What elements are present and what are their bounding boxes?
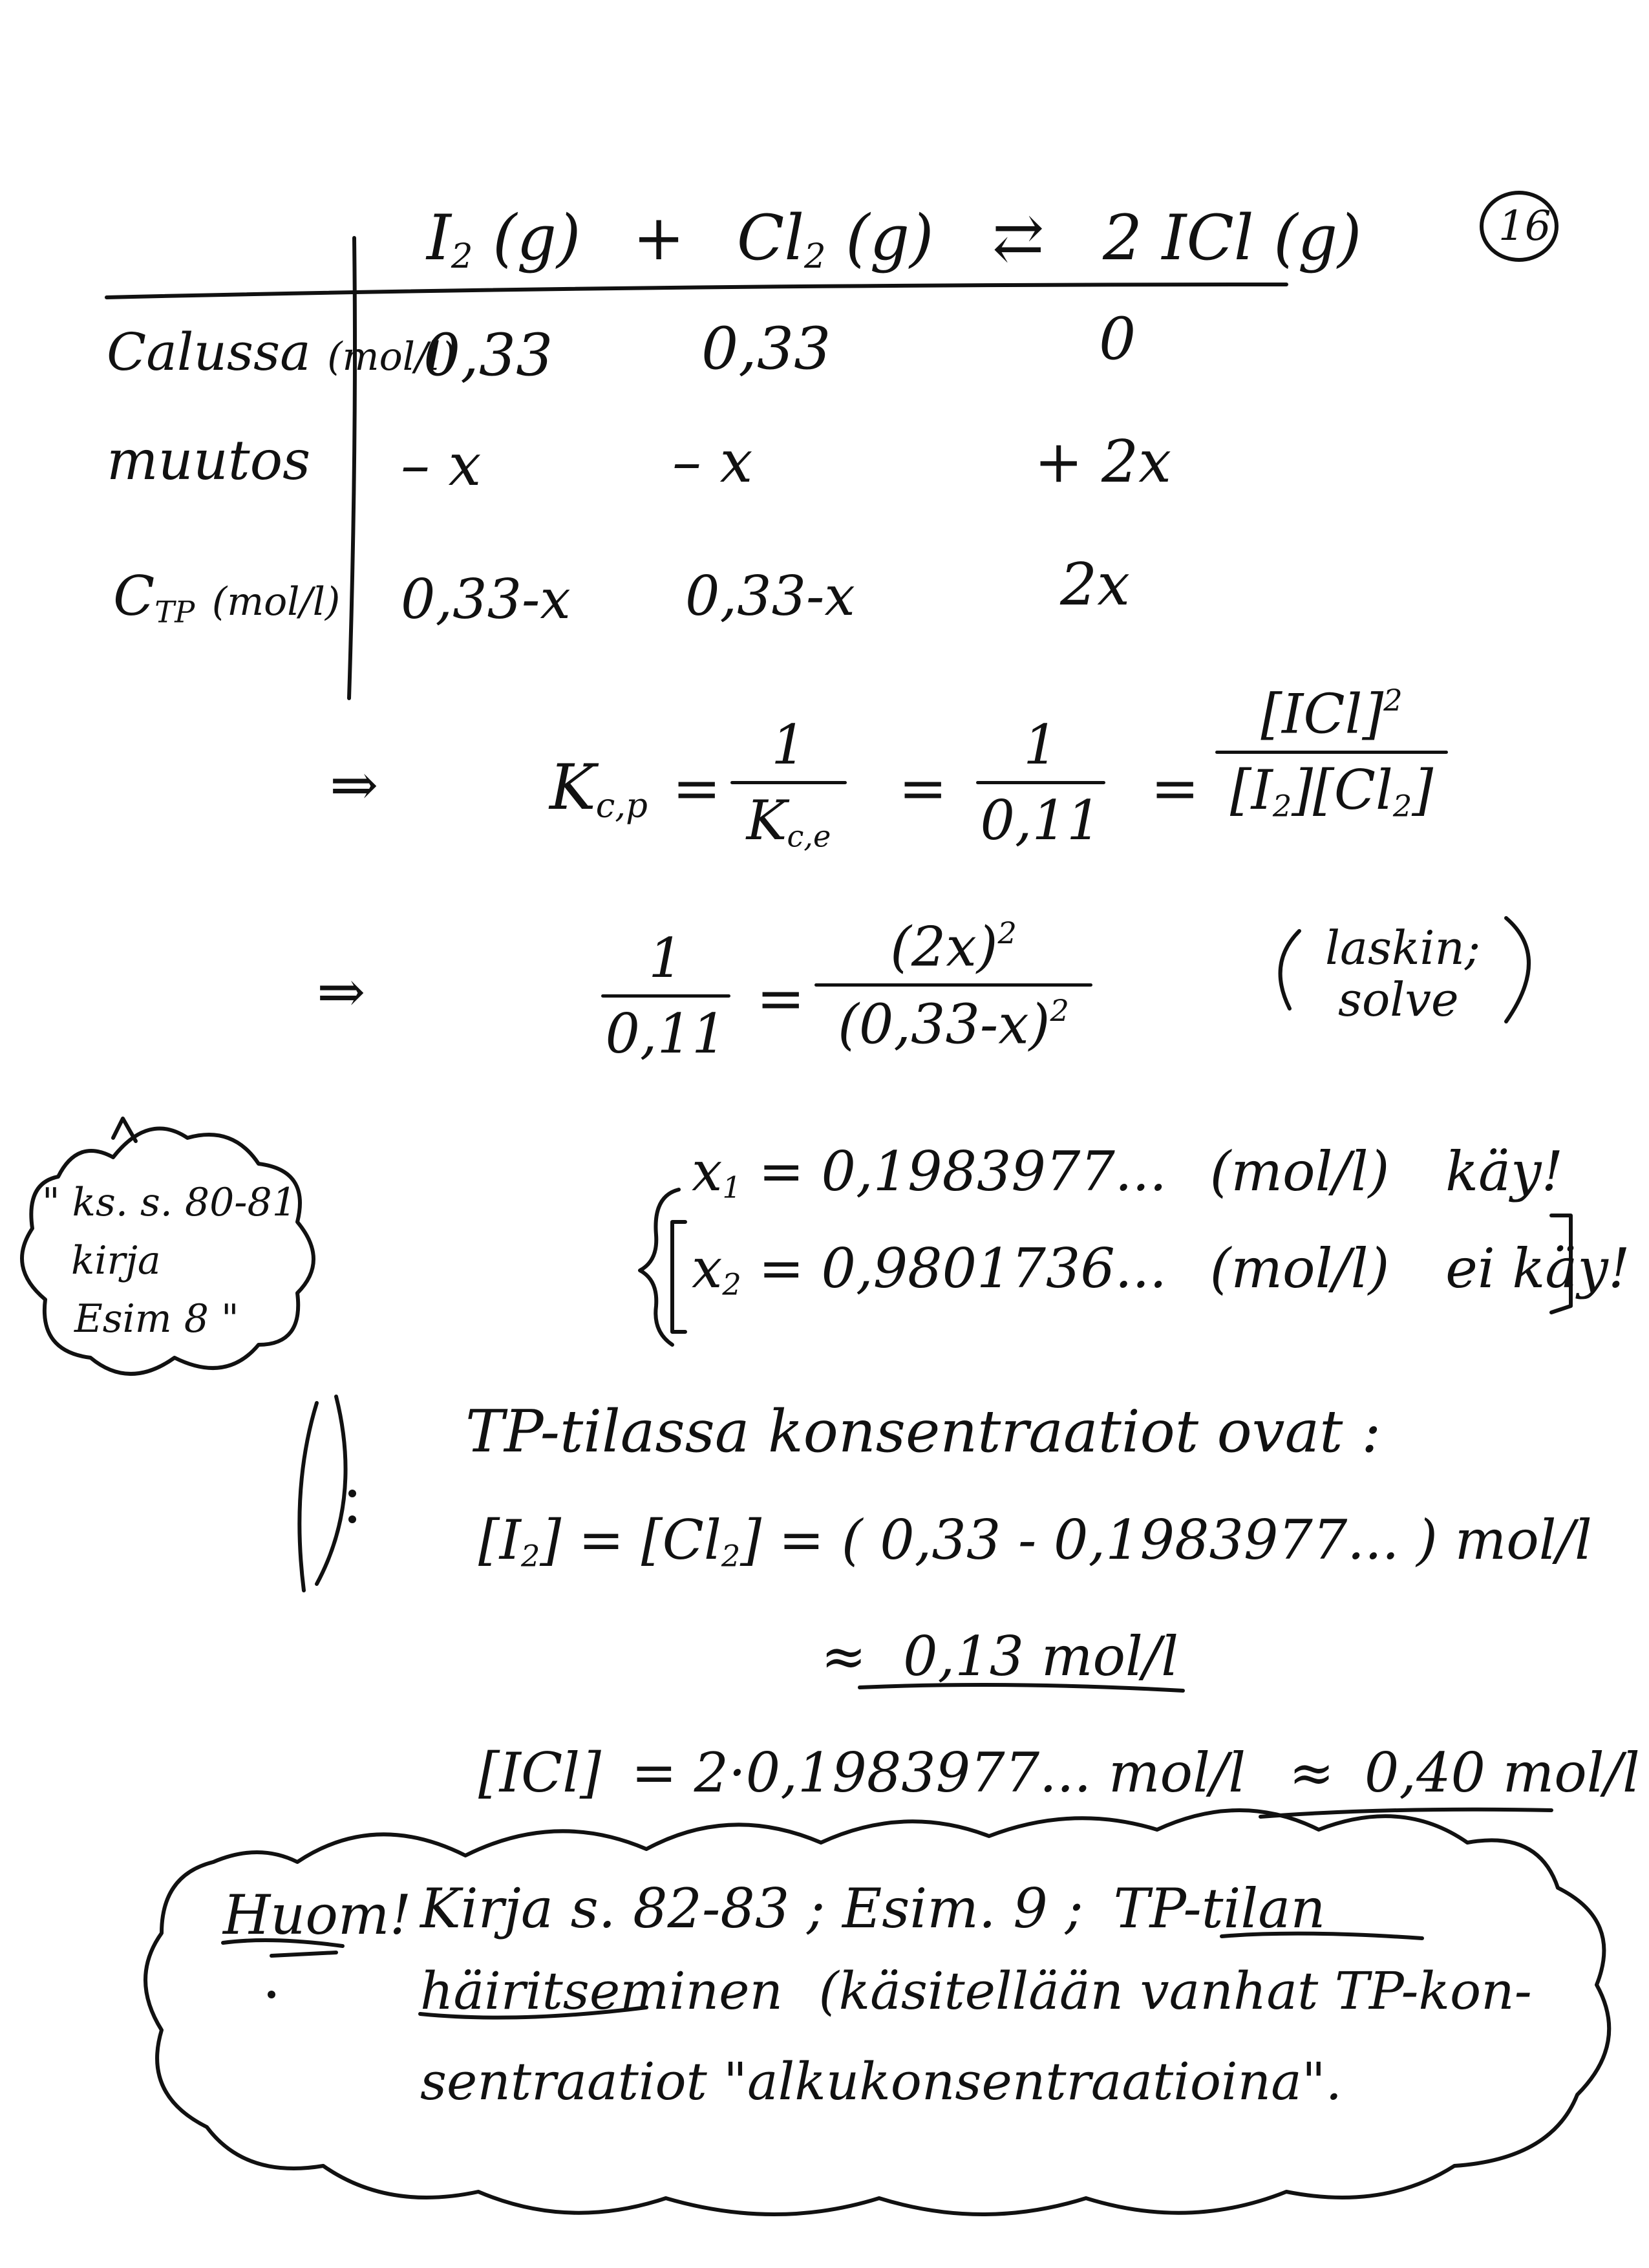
kc-reverse-subscript: c,p: [595, 786, 648, 826]
product: ICl: [1162, 202, 1254, 274]
fraction-2-denominator: 0,11: [980, 789, 1101, 852]
cloud-note-line-3: Esim 8 ": [74, 1296, 239, 1342]
huom-line-1: [420, 1877, 1326, 1940]
eq1-equals-1: =: [672, 754, 721, 822]
note-calculator: laskin;: [1325, 921, 1481, 975]
fraction-lhs: [601, 926, 730, 1065]
result-heading: TP-tilassa konsentraatiot ovat :: [465, 1398, 1381, 1466]
implies-arrow-1: ⇒: [330, 751, 379, 819]
result-line-3-lhs: [ICl]: [478, 1741, 601, 1804]
huom-line-3: sentraatiot "alkukonsentraatioina".: [420, 2051, 1343, 2112]
initial-icl: 0: [1099, 305, 1136, 373]
fraction-3-denominator: [1229, 758, 1434, 824]
fraction-3-bar: [1215, 751, 1448, 754]
equilibrium-arrow: ⇄: [992, 202, 1045, 274]
note-solve: solve: [1338, 972, 1459, 1027]
fraction-rhs-denominator-text: (0,33-x): [838, 992, 1050, 1056]
table-header-rule: [107, 284, 1286, 297]
cloud-note-line-1: " ks. s. 80-81: [42, 1180, 297, 1225]
fraction-rhs-bar: [814, 983, 1092, 987]
row-label-initial-text: Calussa: [107, 322, 311, 382]
change-i2: – x: [401, 431, 482, 499]
solution-x2-unit: (mol/l): [1209, 1237, 1390, 1300]
solution-x1-subscript: 1: [722, 1170, 741, 1205]
result-line-1-c: ] = ( 0,33 - 0,1983977... ) mol/l: [740, 1508, 1592, 1572]
eq1-equals-3: =: [1151, 754, 1200, 822]
result-line-3-value: 0,40 mol/l: [1364, 1741, 1640, 1804]
fraction-2-numerator: 1: [1023, 713, 1058, 776]
result-line-1-b: ] = [Cl: [540, 1508, 721, 1572]
reactant-2-subscript: 2: [804, 237, 826, 277]
fraction-3-denominator-a: [I: [1229, 758, 1273, 822]
conclusion-dot-1: [348, 1490, 356, 1497]
table-column-rule: [349, 238, 355, 698]
fraction-lhs-denominator: 0,11: [605, 1002, 727, 1065]
fraction-3-numerator-superscript: 2: [1383, 683, 1403, 718]
page-number: 16: [1498, 202, 1551, 250]
row-label-equilibrium-text: C: [113, 564, 155, 628]
fraction-3-denominator-c: ]: [1412, 758, 1434, 822]
fraction-1-denominator: [746, 789, 831, 854]
solution-x1-value: = 0,1983977...: [758, 1140, 1167, 1203]
product-coefficient: 2: [1102, 202, 1143, 274]
initial-i2: 0,33: [423, 321, 553, 389]
result-line-2: [821, 1625, 1179, 1688]
fraction-rhs-denominator: [838, 992, 1069, 1056]
equilibrium-i2: 0,33-x: [401, 568, 571, 631]
result-line-1: [478, 1508, 1592, 1574]
fraction-1-numerator: 1: [771, 713, 806, 776]
conclusion-dot-2: [348, 1515, 356, 1523]
row-label-equilibrium-subscript: TP: [154, 594, 195, 630]
row-label-equilibrium-unit: (mol/l): [211, 579, 341, 625]
row-label-change: muutos: [107, 429, 311, 492]
fraction-1-bar: [730, 781, 847, 784]
solution-x2: [692, 1237, 1630, 1302]
note-paren-left: [1281, 931, 1299, 1009]
fraction-1-denominator-subscript: c,e: [787, 818, 831, 854]
product-state: (g): [1273, 202, 1362, 274]
result-line-1-a-subscript: 2: [520, 1538, 540, 1574]
initial-cl2: 0,33: [701, 315, 831, 383]
solution-x2-note: ei käy!: [1445, 1237, 1630, 1300]
fraction-3-denominator-b-subscript: 2: [1392, 788, 1412, 824]
fraction-rhs-denominator-superscript: 2: [1050, 992, 1069, 1028]
note-paren-right: [1506, 918, 1529, 1022]
kc-reverse: [549, 751, 648, 826]
huom-label: Huom!: [223, 1883, 412, 1947]
change-cl2: – x: [672, 428, 753, 496]
fraction-3-denominator-a-subscript: 2: [1272, 788, 1292, 824]
result-line-2-value: 0,13 mol/l: [903, 1625, 1179, 1688]
eq1-equals-2: =: [899, 754, 948, 822]
row-label-initial: [107, 322, 456, 382]
solution-x1: [692, 1140, 1564, 1205]
huom-line-2: [420, 1961, 1532, 2021]
reactant-1: I: [427, 202, 451, 274]
solution-x2-symbol: x: [692, 1237, 723, 1300]
fraction-2-bar: [976, 781, 1105, 784]
solution-x2-subscript: 2: [722, 1267, 741, 1302]
fraction-rhs-numerator-superscript: 2: [997, 915, 1017, 950]
result-line-2-approx: ≈: [821, 1625, 867, 1688]
fraction-lhs-numerator: 1: [648, 926, 683, 990]
eq2-equals: =: [756, 965, 805, 1032]
fraction-rhs-numerator: [890, 915, 1017, 979]
huom-line-2-b: (käsitellään vanhat TP-kon-: [818, 1961, 1532, 2021]
result-line-3-approx: ≈: [1288, 1741, 1335, 1804]
kc-reverse-symbol: K: [549, 751, 596, 824]
huom-line-1-b: TP-tilan: [1113, 1877, 1326, 1940]
huom-line-2-a: häiritseminen: [420, 1961, 783, 2021]
row-label-equilibrium: [113, 564, 341, 630]
equilibrium-cl2: 0,33-x: [685, 564, 855, 628]
solution-x2-value: = 0,9801736...: [758, 1237, 1167, 1300]
fraction-concentration-ratio: [1215, 682, 1448, 824]
row-label-initial-unit: (mol/l): [327, 334, 456, 380]
result-line-1-a: [I: [478, 1508, 521, 1572]
result-underline-2: [1261, 1810, 1551, 1817]
result-line-3-middle: = 2·0,1983977... mol/l: [631, 1741, 1246, 1804]
solution-x1-note: käy!: [1445, 1140, 1564, 1203]
fraction-lhs-bar: [601, 994, 730, 998]
fraction-1-over-0-11: [976, 713, 1105, 852]
fraction-3-denominator-b: ][Cl: [1292, 758, 1393, 822]
result-line-3: [478, 1741, 1640, 1804]
fraction-rhs: [814, 915, 1092, 1056]
huom-line-1-a: Kirja s. 82-83 ; Esim. 9 ;: [420, 1877, 1083, 1940]
equilibrium-icl: 2x: [1060, 551, 1131, 619]
reject-bracket-left: [672, 1222, 685, 1332]
small-cloud-tick: [113, 1118, 136, 1141]
fraction-1-denominator-symbol: K: [746, 789, 787, 852]
fraction-3-numerator-text: [ICl]: [1261, 682, 1384, 746]
huom-dot: [268, 1991, 275, 1998]
conclusion-mark: [299, 1396, 345, 1590]
result-line-1-b-subscript: 2: [721, 1538, 741, 1574]
reaction-equation: [427, 202, 1362, 277]
implies-arrow-2: ⇒: [317, 958, 366, 1026]
plus-sign: +: [632, 202, 685, 274]
reactant-2: Cl: [736, 202, 805, 274]
change-icl: + 2x: [1034, 428, 1172, 496]
solution-x1-unit: (mol/l): [1209, 1140, 1390, 1203]
fraction-1-over-kc: [730, 713, 847, 854]
reactant-1-state: (g): [493, 202, 581, 274]
reactant-1-subscript: 2: [451, 237, 473, 277]
fraction-3-numerator: [1261, 682, 1403, 746]
solution-x1-symbol: x: [692, 1140, 723, 1203]
cloud-note-line-2: kirja: [71, 1238, 161, 1283]
reactant-2-state: (g): [846, 202, 934, 274]
fraction-rhs-numerator-text: (2x): [890, 915, 998, 979]
